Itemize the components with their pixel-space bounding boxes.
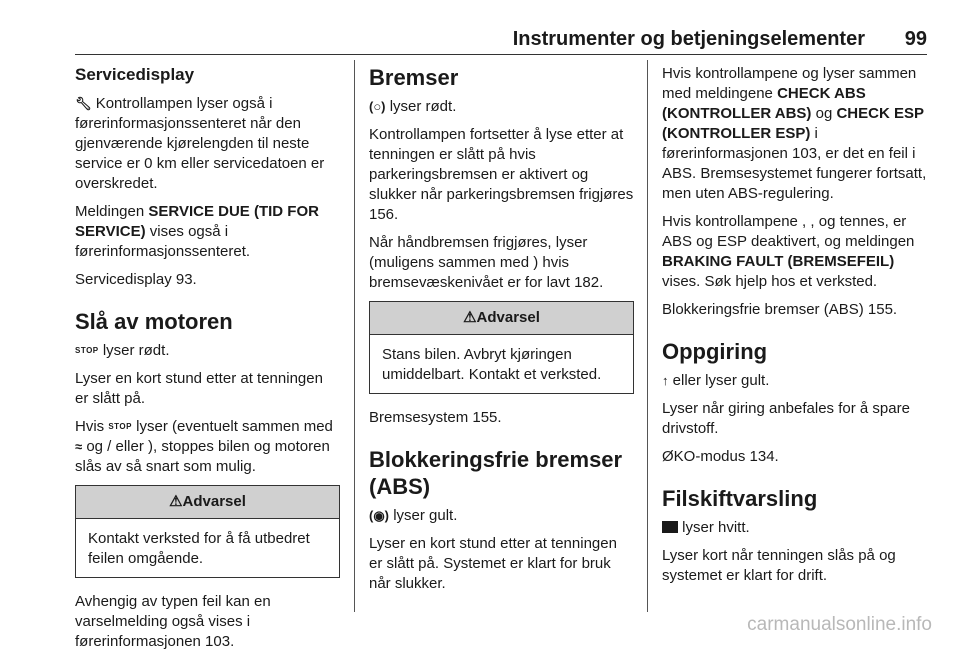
lane-departure-icon <box>662 521 678 533</box>
column-2 <box>369 64 634 602</box>
warning-triangle-icon: ⚠ <box>169 493 183 510</box>
reference-link[interactable]: Blokkeringsfrie bremser (ABS) 155. <box>662 301 898 318</box>
warning-triangle-icon: ⚠ <box>463 309 477 326</box>
reference-link[interactable]: Servicedisplay 93. <box>75 271 197 288</box>
paragraph: (◉) lyser gult. <box>369 507 458 524</box>
paragraph: STOP lyser rødt. <box>75 342 170 359</box>
paragraph: Kontrollampen fortsetter å lyse etter at tenningen er slått på hvis parkeringsbremsen er aktivert og slukker når parkeringsbremsen frigjøres 156. <box>369 126 634 223</box>
paragraph: Avhengig av typen feil kan en varselmelding også vises i førerinformasjonen 103. <box>75 593 271 650</box>
reference-link[interactable]: Bremsesystem 155. <box>369 409 502 426</box>
paragraph: Lyser kort når tenningen slås på og systemet er klart for drift. <box>662 547 896 584</box>
column-divider <box>647 60 648 612</box>
upshift-arrow-icon: ↑ <box>662 373 669 388</box>
column-3 <box>662 64 930 594</box>
oppgiring-heading: Oppgiring <box>662 339 768 364</box>
paragraph: Lyser når giring anbefales for å spare drivstoff. <box>662 400 910 437</box>
motor-heading: Slå av motoren <box>75 309 233 334</box>
stop-icon: STOP <box>75 346 99 355</box>
service-wrench-icon: 🔧︎ <box>75 96 92 111</box>
page-header-title: Instrumenter og betjeningselementer <box>512 28 865 50</box>
paragraph: Hvis STOP lyser (eventuelt sammen med ≈ og / eller ), stoppes bilen og motoren slås av så snart som mulig. <box>75 418 333 475</box>
paragraph: Hvis kontrollampene , , og tennes, er ABS og ESP deaktivert, og meldingen BRAKING FAULT (BREMSEFEIL) vises. Søk hjelp hos et verksted. <box>662 213 915 290</box>
paragraph-reference <box>662 447 930 467</box>
warning-box-text: Kontakt verksted for å få utbedret feilen omgående. <box>88 530 310 567</box>
brake-warning-icon: (○) <box>369 99 386 114</box>
paragraph: Lyser en kort stund etter at tenningen er slått på. Systemet er klart for bruk når slukker. <box>369 535 617 592</box>
paragraph-reference <box>75 270 340 290</box>
column-divider <box>354 60 355 612</box>
paragraph: Meldingen SERVICE DUE (TID FOR SERVICE) vises også i førerinformasjonssenteret. <box>75 203 319 260</box>
servicedisplay-heading: Servicedisplay <box>75 65 195 84</box>
warning-box <box>75 485 340 578</box>
paragraph: ↑ eller lyser gult. <box>662 372 770 389</box>
coolant-temperature-icon: ≈ <box>75 439 83 454</box>
column-1 <box>75 64 340 660</box>
warning-box-text: Stans bilen. Avbryt kjøringen umiddelbart. Kontakt et verksted. <box>382 346 602 383</box>
paragraph: Hvis kontrollampene og lyser sammen med meldingene CHECK ABS (KONTROLLER ABS) og CHECK ESP (KONTROLLER ESP) i førerinformasjonen 103, er det en feil i ABS. Bremsesystemet fungerer fortsatt, men uten ABS-regulering. <box>662 65 927 202</box>
paragraph: Lyser en kort stund etter at tenningen er slått på. <box>75 370 323 407</box>
paragraph: lyser hvitt. <box>662 518 930 538</box>
watermark: carmanualsonline.info <box>747 614 932 635</box>
filskift-heading: Filskiftvarsling <box>662 486 818 511</box>
reference-link[interactable]: ØKO-modus 134. <box>662 448 779 465</box>
page-header <box>75 24 927 55</box>
warning-box <box>369 301 634 394</box>
page-number: 99 <box>904 28 927 50</box>
bremser-heading: Bremser <box>369 65 459 90</box>
paragraph: Når håndbremsen frigjøres, lyser (muligens sammen med ) hvis bremsevæskenivået er for lavt 182. <box>369 234 604 291</box>
warning-box-header: ⚠Advarsel <box>76 486 339 519</box>
abs-icon: (◉) <box>369 508 390 523</box>
abs-heading: Blokkeringsfrie bremser (ABS) <box>369 447 623 499</box>
stop-icon: STOP <box>108 422 132 431</box>
paragraph-reference <box>369 408 634 428</box>
paragraph: (○) lyser rødt. <box>369 98 457 115</box>
paragraph: 🔧︎ Kontrollampen lyser også i førerinformasjonssenteret når den gjenværende kjørelengden til neste service er 0 km eller servicedatoen er overskredet. <box>75 95 325 192</box>
warning-box-header: ⚠Advarsel <box>370 302 633 335</box>
paragraph-reference <box>662 300 930 320</box>
